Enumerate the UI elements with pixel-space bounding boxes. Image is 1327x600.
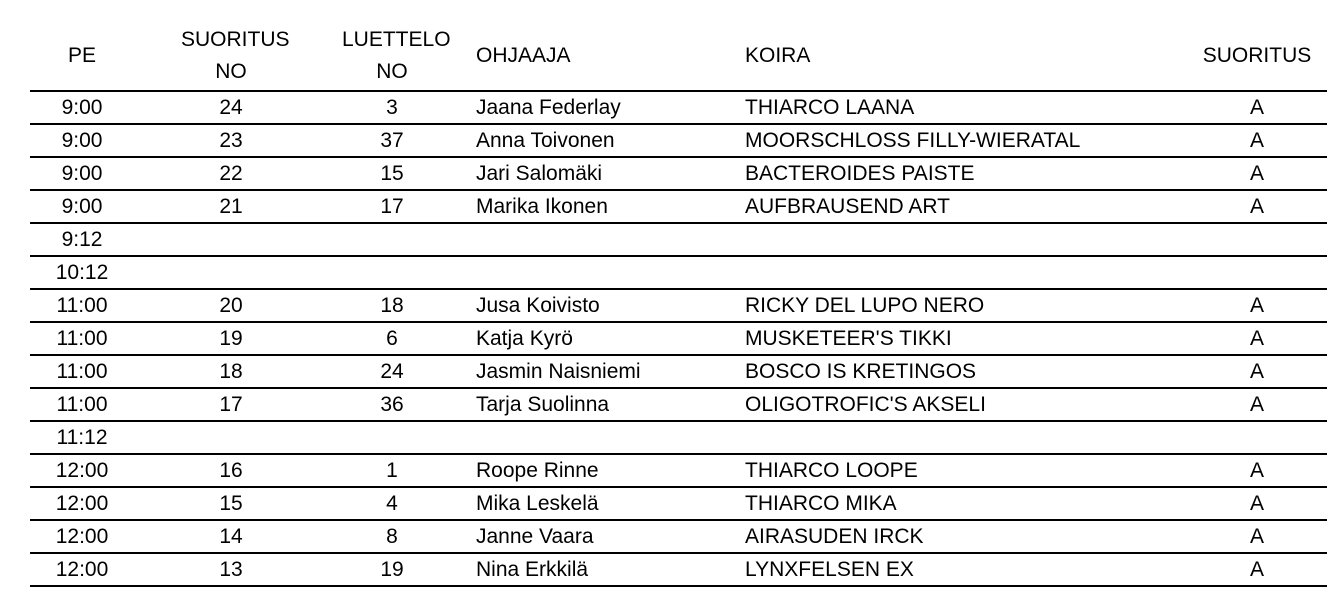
cell-suoritus-no: 18 bbox=[219, 360, 243, 383]
table-row bbox=[30, 488, 1327, 521]
cell-suoritus-no: 13 bbox=[219, 558, 243, 581]
cell-ohjaaja bbox=[476, 422, 736, 453]
table-row bbox=[30, 356, 1327, 389]
table-row bbox=[30, 125, 1327, 158]
cell-suoritus-no: 23 bbox=[219, 129, 243, 152]
cell-koira: THIARCO LAANA bbox=[745, 96, 915, 119]
cell-koira: LYNXFELSEN EX bbox=[745, 558, 914, 581]
cell-luettelo-no bbox=[342, 257, 442, 288]
cell-suoritus-no: 22 bbox=[219, 162, 243, 185]
cell-ohjaaja: Tarja Suolinna bbox=[476, 393, 610, 416]
cell-suoritus bbox=[1207, 257, 1307, 288]
cell-pe: 11:00 bbox=[56, 360, 108, 383]
cell-ohjaaja: Jasmin Naisniemi bbox=[476, 360, 641, 383]
cell-suoritus: A bbox=[1249, 360, 1264, 383]
cell-koira bbox=[745, 257, 1165, 288]
cell-koira: MOORSCHLOSS FILLY-WIERATAL bbox=[745, 129, 1081, 152]
cell-ohjaaja: Anna Toivonen bbox=[476, 129, 615, 152]
cell-luettelo-no: 1 bbox=[386, 459, 398, 482]
cell-suoritus-no: 19 bbox=[219, 327, 243, 350]
cell-suoritus-no: 15 bbox=[219, 492, 243, 515]
cell-ohjaaja: Jari Salomäki bbox=[476, 162, 603, 185]
cell-suoritus: A bbox=[1249, 129, 1264, 152]
cell-pe: 12:00 bbox=[55, 459, 109, 482]
header-koira: KOIRA bbox=[745, 44, 811, 67]
cell-suoritus bbox=[1207, 422, 1307, 453]
header-luettelo-no-line2: NO bbox=[376, 60, 408, 83]
cell-luettelo-no: 4 bbox=[386, 492, 398, 515]
cell-luettelo-no: 36 bbox=[380, 393, 404, 416]
cell-suoritus: A bbox=[1249, 327, 1264, 350]
header-suoritus-no bbox=[181, 24, 290, 88]
cell-pe: 11:00 bbox=[56, 393, 108, 416]
cell-pe: 11:12 bbox=[56, 426, 108, 449]
cell-luettelo-no: 19 bbox=[380, 558, 404, 581]
cell-koira bbox=[745, 422, 1165, 453]
header-ohjaaja: OHJAAJA bbox=[476, 44, 571, 67]
cell-luettelo-no bbox=[342, 224, 442, 255]
cell-pe: 9:00 bbox=[61, 162, 103, 185]
cell-suoritus-no bbox=[181, 422, 281, 453]
table-header bbox=[0, 24, 1327, 88]
cell-pe: 12:00 bbox=[55, 525, 109, 548]
table-row bbox=[30, 224, 1327, 257]
cell-suoritus-no: 14 bbox=[219, 525, 243, 548]
cell-pe: 9:00 bbox=[61, 129, 103, 152]
cell-pe: 9:00 bbox=[61, 96, 103, 119]
cell-ohjaaja: Katja Kyrö bbox=[476, 327, 573, 350]
cell-luettelo-no: 3 bbox=[386, 96, 398, 119]
table-row bbox=[30, 323, 1327, 356]
cell-suoritus-no: 20 bbox=[219, 294, 243, 317]
header-luettelo-no bbox=[342, 24, 451, 88]
cell-luettelo-no: 15 bbox=[380, 162, 404, 185]
cell-pe: 10:12 bbox=[55, 261, 109, 284]
cell-luettelo-no: 6 bbox=[386, 327, 398, 350]
cell-pe: 12:00 bbox=[55, 558, 109, 581]
cell-koira: RICKY DEL LUPO NERO bbox=[745, 294, 985, 317]
cell-suoritus: A bbox=[1249, 558, 1264, 581]
cell-ohjaaja bbox=[476, 224, 736, 255]
cell-pe: 11:00 bbox=[56, 327, 108, 350]
cell-suoritus: A bbox=[1249, 294, 1264, 317]
cell-luettelo-no: 8 bbox=[386, 525, 398, 548]
table-row bbox=[30, 389, 1327, 422]
cell-ohjaaja: Nina Erkkilä bbox=[476, 558, 589, 581]
cell-suoritus: A bbox=[1249, 459, 1264, 482]
cell-koira: BACTEROIDES PAISTE bbox=[745, 162, 975, 185]
cell-suoritus-no bbox=[181, 224, 281, 255]
cell-ohjaaja: Roope Rinne bbox=[476, 459, 599, 482]
cell-ohjaaja: Marika Ikonen bbox=[476, 195, 608, 218]
cell-luettelo-no: 24 bbox=[380, 360, 404, 383]
cell-pe: 9:00 bbox=[61, 195, 103, 218]
cell-suoritus-no: 17 bbox=[219, 393, 243, 416]
table-row bbox=[30, 257, 1327, 290]
cell-suoritus bbox=[1207, 224, 1307, 255]
table-row bbox=[30, 521, 1327, 554]
cell-suoritus-no bbox=[181, 257, 281, 288]
cell-suoritus-no: 24 bbox=[219, 96, 243, 119]
cell-koira: MUSKETEER'S TIKKI bbox=[745, 327, 952, 350]
cell-koira: THIARCO MIKA bbox=[745, 492, 897, 515]
cell-suoritus: A bbox=[1249, 96, 1264, 119]
cell-suoritus: A bbox=[1249, 525, 1264, 548]
cell-ohjaaja bbox=[476, 257, 736, 288]
cell-ohjaaja: Jaana Federlay bbox=[476, 96, 621, 119]
cell-koira: BOSCO IS KRETINGOS bbox=[745, 360, 977, 383]
cell-koira: AUFBRAUSEND ART bbox=[745, 195, 950, 218]
cell-koira bbox=[745, 224, 1165, 255]
table-row bbox=[30, 455, 1327, 488]
cell-ohjaaja: Jusa Koivisto bbox=[476, 294, 600, 317]
cell-luettelo-no bbox=[342, 422, 442, 453]
table-body bbox=[30, 90, 1327, 587]
table-row bbox=[30, 92, 1327, 125]
header-suoritus: SUORITUS bbox=[1202, 44, 1312, 67]
cell-suoritus-no: 16 bbox=[219, 459, 243, 482]
cell-ohjaaja: Mika Leskelä bbox=[476, 492, 599, 515]
table-row bbox=[30, 290, 1327, 323]
header-pe: PE bbox=[67, 44, 96, 67]
cell-luettelo-no: 18 bbox=[380, 294, 404, 317]
cell-luettelo-no: 37 bbox=[380, 129, 404, 152]
header-suoritus-no-line1: SUORITUS bbox=[181, 28, 290, 51]
cell-pe: 11:00 bbox=[56, 294, 108, 317]
cell-koira: THIARCO LOOPE bbox=[745, 459, 918, 482]
cell-koira: OLIGOTROFIC'S AKSELI bbox=[745, 393, 986, 416]
cell-koira: AIRASUDEN IRCK bbox=[745, 525, 924, 548]
cell-suoritus: A bbox=[1249, 162, 1264, 185]
cell-suoritus: A bbox=[1249, 393, 1264, 416]
table-row bbox=[30, 191, 1327, 224]
cell-pe: 12:00 bbox=[55, 492, 109, 515]
header-luettelo-no-line1: LUETTELO bbox=[342, 28, 451, 51]
cell-suoritus: A bbox=[1249, 492, 1264, 515]
header-suoritus-no-line2: NO bbox=[215, 60, 247, 83]
cell-luettelo-no: 17 bbox=[380, 195, 404, 218]
table-row bbox=[30, 158, 1327, 191]
cell-ohjaaja: Janne Vaara bbox=[476, 525, 594, 548]
cell-suoritus: A bbox=[1249, 195, 1264, 218]
cell-pe: 9:12 bbox=[61, 228, 103, 251]
table-row bbox=[30, 422, 1327, 455]
cell-suoritus-no: 21 bbox=[219, 195, 243, 218]
table-row bbox=[30, 554, 1327, 587]
